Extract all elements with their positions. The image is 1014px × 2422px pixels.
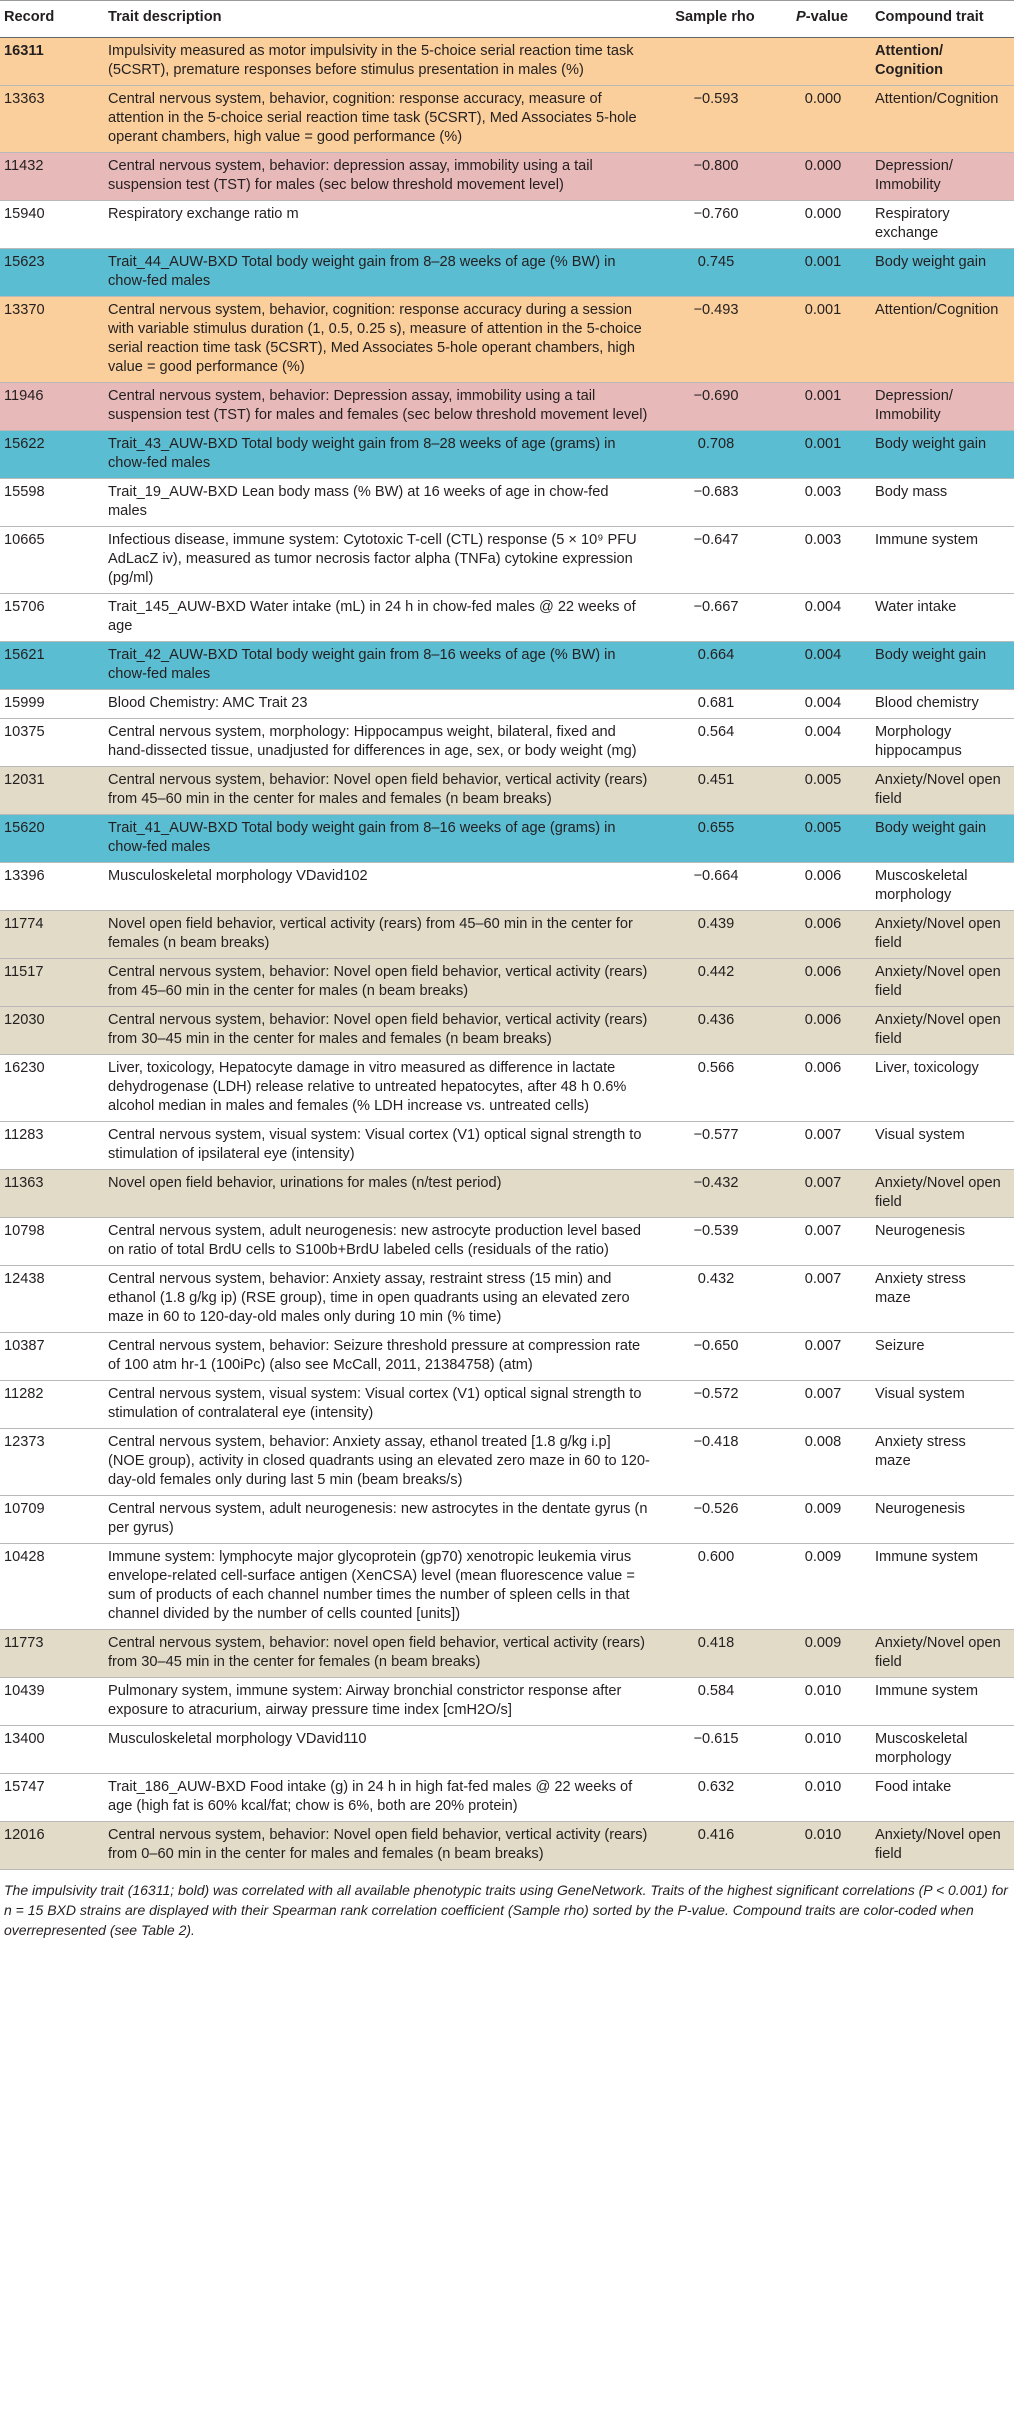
trait-cell: Central nervous system, behavior: Anxiety assay, ethanol treated [1.8 g/kg i.p] (NOE group), activity in closed quadrants using an elevated zero maze in 60 to 120-day-old females only during last 5 min (beam breaks/s) [104,1429,657,1496]
record-cell: 13396 [0,863,104,911]
trait-cell: Trait_43_AUW-BXD Total body weight gain from 8–28 weeks of age (grams) in chow-fed males [104,431,657,479]
trait-cell: Impulsivity measured as motor impulsivity in the 5-choice serial reaction time task (5CSRT), premature responses before stimulus presentation in males (%) [104,38,657,86]
rho-cell: −0.593 [657,86,775,153]
p-value-cell: 0.006 [775,959,871,1007]
table-row [0,1496,1014,1544]
table-row [0,1678,1014,1726]
table-row [0,431,1014,479]
rho-cell: 0.681 [657,690,775,719]
p-value-cell: 0.010 [775,1822,871,1870]
p-value-cell: 0.010 [775,1678,871,1726]
p-value-cell: 0.007 [775,1381,871,1429]
compound-trait-cell: Immune system [871,1544,1014,1630]
p-value-cell: 0.004 [775,642,871,690]
table-row [0,959,1014,1007]
trait-cell: Trait_186_AUW-BXD Food intake (g) in 24 h in high fat-fed males @ 22 weeks of age (high fat is 60% kcal/fat; chow is 6%, both are 20% protein) [104,1774,657,1822]
header-rho: Sample rho [657,1,775,38]
p-value-cell: 0.003 [775,479,871,527]
table-header-row [0,1,1014,38]
table-row [0,297,1014,383]
record-cell: 10439 [0,1678,104,1726]
table-row [0,1726,1014,1774]
rho-cell: 0.584 [657,1678,775,1726]
rho-cell: 0.632 [657,1774,775,1822]
rho-cell: 0.432 [657,1266,775,1333]
trait-cell: Central nervous system, behavior: Novel open field behavior, vertical activity (rears) from 30–45 min in the center for males and females (n beam breaks) [104,1007,657,1055]
table-row [0,1333,1014,1381]
header-p-italic: P [796,9,806,25]
rho-cell: 0.566 [657,1055,775,1122]
rho-cell: −0.690 [657,383,775,431]
trait-cell: Central nervous system, behavior: Seizure threshold pressure at compression rate of 100 atm hr-1 (100iPc) (also see McCall, 2011, 21384758) (atm) [104,1333,657,1381]
compound-trait-cell: Morphology hippocampus [871,719,1014,767]
rho-cell: −0.664 [657,863,775,911]
compound-trait-cell: Immune system [871,527,1014,594]
rho-cell: 0.451 [657,767,775,815]
compound-trait-cell: Anxiety stress maze [871,1266,1014,1333]
trait-cell: Trait_42_AUW-BXD Total body weight gain from 8–16 weeks of age (% BW) in chow-fed males [104,642,657,690]
p-value-cell: 0.007 [775,1266,871,1333]
record-cell: 16311 [0,38,104,86]
compound-trait-cell: Anxiety stress maze [871,1429,1014,1496]
trait-cell: Blood Chemistry: AMC Trait 23 [104,690,657,719]
trait-cell: Central nervous system, visual system: Visual cortex (V1) optical signal strength to stimulation of contralateral eye (intensity) [104,1381,657,1429]
record-cell: 11363 [0,1170,104,1218]
record-cell: 15706 [0,594,104,642]
table-body [0,38,1014,1870]
trait-cell: Central nervous system, adult neurogenesis: new astrocyte production level based on ratio of total BrdU cells to S100b+BrdU labeled cells (residuals of the ratio) [104,1218,657,1266]
table-row [0,719,1014,767]
record-cell: 10665 [0,527,104,594]
record-cell: 10375 [0,719,104,767]
p-value-cell: 0.007 [775,1333,871,1381]
trait-cell: Central nervous system, behavior: Anxiety assay, restraint stress (15 min) and ethanol (1.8 g/kg ip) (RSE group), time in open quadrants using an elevated zero maze in 60 to 120-day-old males only during 10 min (% time) [104,1266,657,1333]
p-value-cell: 0.000 [775,201,871,249]
record-cell: 15598 [0,479,104,527]
rho-cell: 0.600 [657,1544,775,1630]
table-row [0,911,1014,959]
p-value-cell: 0.007 [775,1170,871,1218]
table-row [0,1381,1014,1429]
trait-cell: Trait_145_AUW-BXD Water intake (mL) in 24 h in chow-fed males @ 22 weeks of age [104,594,657,642]
table-row [0,1218,1014,1266]
record-cell: 12030 [0,1007,104,1055]
rho-cell: −0.683 [657,479,775,527]
record-cell: 10387 [0,1333,104,1381]
rho-cell: 0.418 [657,1630,775,1678]
compound-trait-cell: Anxiety/Novel open field [871,959,1014,1007]
rho-cell: 0.442 [657,959,775,1007]
record-cell: 13400 [0,1726,104,1774]
rho-cell: −0.526 [657,1496,775,1544]
trait-cell: Trait_19_AUW-BXD Lean body mass (% BW) at 16 weeks of age in chow-fed males [104,479,657,527]
p-value-cell: 0.001 [775,249,871,297]
record-cell: 15620 [0,815,104,863]
table-row [0,86,1014,153]
p-value-cell: 0.007 [775,1122,871,1170]
record-cell: 11283 [0,1122,104,1170]
table-row [0,153,1014,201]
p-value-cell: 0.006 [775,863,871,911]
record-cell: 11773 [0,1630,104,1678]
rho-cell: −0.577 [657,1122,775,1170]
p-value-cell: 0.009 [775,1544,871,1630]
compound-trait-cell: Body weight gain [871,815,1014,863]
p-value-cell: 0.000 [775,153,871,201]
record-cell: 11946 [0,383,104,431]
trait-cell: Central nervous system, behavior: Novel open field behavior, vertical activity (rears) from 45–60 min in the center for males (n beam breaks) [104,959,657,1007]
rho-cell: 0.655 [657,815,775,863]
trait-cell: Central nervous system, morphology: Hippocampus weight, bilateral, fixed and hand-dissected tissue, unadjusted for differences in age, sex, or body weight (mg) [104,719,657,767]
record-cell: 10709 [0,1496,104,1544]
compound-trait-cell: Muscoskeletal morphology [871,1726,1014,1774]
trait-cell: Central nervous system, visual system: Visual cortex (V1) optical signal strength to stimulation of ipsilateral eye (intensity) [104,1122,657,1170]
compound-trait-cell: Depression/ Immobility [871,153,1014,201]
table-row [0,1170,1014,1218]
p-value-cell: 0.006 [775,911,871,959]
p-value-cell: 0.007 [775,1218,871,1266]
rho-cell: −0.432 [657,1170,775,1218]
compound-trait-cell: Attention/Cognition [871,86,1014,153]
trait-cell: Central nervous system, behavior, cognition: response accuracy during a session with variable stimulus duration (1, 0.5, 0.25 s), measure of attention in the 5-choice serial reaction time task (5CSRT), Med Associates 5-hole operant chambers, high value = good performance (%) [104,297,657,383]
table-footnote: The impulsivity trait (16311; bold) was correlated with all available phenotypic traits using GeneNetwork. Traits of the highest significant correlations (P < 0.001) for n = 15 BXD strains are displayed with their Spearman rank correlation coefficient (Sample rho) sorted by the P-value. Compound traits are color-coded when overrepresented (see Table 2). [4,1882,1008,1938]
record-cell: 10798 [0,1218,104,1266]
compound-trait-cell: Liver, toxicology [871,1055,1014,1122]
p-value-cell: 0.010 [775,1774,871,1822]
compound-trait-cell: Neurogenesis [871,1218,1014,1266]
compound-trait-cell: Immune system [871,1678,1014,1726]
table-row [0,767,1014,815]
rho-cell: 0.745 [657,249,775,297]
record-cell: 12031 [0,767,104,815]
compound-trait-cell: Anxiety/Novel open field [871,1822,1014,1870]
table-row [0,479,1014,527]
table-row [0,201,1014,249]
trait-cell: Trait_41_AUW-BXD Total body weight gain from 8–16 weeks of age (grams) in chow-fed males [104,815,657,863]
rho-cell: 0.439 [657,911,775,959]
p-value-cell: 0.006 [775,1007,871,1055]
record-cell: 11282 [0,1381,104,1429]
rho-cell: −0.647 [657,527,775,594]
record-cell: 12373 [0,1429,104,1496]
p-value-cell: 0.005 [775,815,871,863]
compound-trait-cell: Water intake [871,594,1014,642]
table-row [0,1822,1014,1870]
table-row [0,1055,1014,1122]
table-row [0,1630,1014,1678]
p-value-cell: 0.001 [775,297,871,383]
table-row [0,1774,1014,1822]
p-value-cell: 0.009 [775,1630,871,1678]
record-cell: 11774 [0,911,104,959]
p-value-cell: 0.005 [775,767,871,815]
table-row [0,1429,1014,1496]
table-row [0,1122,1014,1170]
rho-cell [657,38,775,86]
record-cell: 15622 [0,431,104,479]
compound-trait-cell: Visual system [871,1122,1014,1170]
compound-trait-cell: Neurogenesis [871,1496,1014,1544]
compound-trait-cell: Anxiety/Novel open field [871,911,1014,959]
compound-trait-cell: Anxiety/Novel open field [871,767,1014,815]
p-value-cell: 0.008 [775,1429,871,1496]
rho-cell: −0.418 [657,1429,775,1496]
compound-trait-cell: Visual system [871,1381,1014,1429]
record-cell: 15623 [0,249,104,297]
header-compound: Compound trait [871,1,1014,38]
compound-trait-cell: Seizure [871,1333,1014,1381]
record-cell: 13370 [0,297,104,383]
rho-cell: −0.667 [657,594,775,642]
p-value-cell [775,38,871,86]
record-cell: 15999 [0,690,104,719]
table-row [0,1007,1014,1055]
table-row [0,527,1014,594]
trait-cell: Immune system: lymphocyte major glycoprotein (gp70) xenotropic leukemia virus envelope-related cell-surface antigen (XenCSA) level (mean fluorescence value = sum of products of each channel number times the number of spleen cells in that channel divided by the number of cells counted [units]) [104,1544,657,1630]
record-cell: 10428 [0,1544,104,1630]
table-row [0,249,1014,297]
record-cell: 12438 [0,1266,104,1333]
record-cell: 15621 [0,642,104,690]
trait-cell: Musculoskeletal morphology VDavid110 [104,1726,657,1774]
header-p-suffix: -value [805,9,848,25]
trait-cell: Novel open field behavior, urinations for males (n/test period) [104,1170,657,1218]
trait-cell: Central nervous system, adult neurogenesis: new astrocytes in the dentate gyrus (n per gyrus) [104,1496,657,1544]
rho-cell: −0.800 [657,153,775,201]
trait-cell: Central nervous system, behavior: Novel open field behavior, vertical activity (rears) from 45–60 min in the center for males and females (n beam breaks) [104,767,657,815]
compound-trait-cell: Body weight gain [871,642,1014,690]
table-row [0,383,1014,431]
p-value-cell: 0.010 [775,1726,871,1774]
trait-cell: Trait_44_AUW-BXD Total body weight gain from 8–28 weeks of age (% BW) in chow-fed males [104,249,657,297]
trait-cell: Central nervous system, behavior: depression assay, immobility using a tail suspension test (TST) for males (sec below threshold movement level) [104,153,657,201]
p-value-cell: 0.006 [775,1055,871,1122]
record-cell: 15747 [0,1774,104,1822]
rho-cell: 0.708 [657,431,775,479]
p-value-cell: 0.001 [775,431,871,479]
rho-cell: 0.664 [657,642,775,690]
record-cell: 12016 [0,1822,104,1870]
p-value-cell: 0.001 [775,383,871,431]
trait-cell: Central nervous system, behavior: Novel open field behavior, vertical activity (rears) from 0–60 min in the center for males and females (n beam breaks) [104,1822,657,1870]
table-row [0,1266,1014,1333]
rho-cell: −0.539 [657,1218,775,1266]
p-value-cell: 0.004 [775,690,871,719]
rho-cell: 0.436 [657,1007,775,1055]
compound-trait-cell: Attention/ Cognition [871,38,1014,86]
rho-cell: 0.564 [657,719,775,767]
table-row [0,642,1014,690]
table-row [0,594,1014,642]
trait-cell: Central nervous system, behavior: novel open field behavior, vertical activity (rears) from 30–45 min in the center for females (n beam breaks) [104,1630,657,1678]
compound-trait-cell: Depression/ Immobility [871,383,1014,431]
p-value-cell: 0.000 [775,86,871,153]
trait-cell: Infectious disease, immune system: Cytotoxic T-cell (CTL) response (5 × 10⁹ PFU AdLacZ iv), measured as tumor necrosis factor alpha (TNFa) cytokine expression (pg/ml) [104,527,657,594]
trait-cell: Novel open field behavior, vertical activity (rears) from 45–60 min in the center for females (n beam breaks) [104,911,657,959]
record-cell: 16230 [0,1055,104,1122]
record-cell: 15940 [0,201,104,249]
compound-trait-cell: Anxiety/Novel open field [871,1007,1014,1055]
p-value-cell: 0.004 [775,719,871,767]
compound-trait-cell: Attention/Cognition [871,297,1014,383]
rho-cell: −0.760 [657,201,775,249]
rho-cell: −0.493 [657,297,775,383]
trait-cell: Central nervous system, behavior, cognition: response accuracy, measure of attention in the 5-choice serial reaction time task (5CSRT), Med Associates 5-hole operant chambers, high value = good performance (%) [104,86,657,153]
compound-trait-cell: Food intake [871,1774,1014,1822]
compound-trait-cell: Blood chemistry [871,690,1014,719]
trait-cell: Liver, toxicology, Hepatocyte damage in vitro measured as difference in lactate dehydrogenase (LDH) release relative to untreated hepatocytes, after 48 h 0.6% alcohol median in males and females (% LDH increase vs. untreated cells) [104,1055,657,1122]
compound-trait-cell: Body weight gain [871,431,1014,479]
trait-cell: Musculoskeletal morphology VDavid102 [104,863,657,911]
table-row [0,1544,1014,1630]
table-row [0,863,1014,911]
compound-trait-cell: Muscoskeletal morphology [871,863,1014,911]
header-record: Record [0,1,104,38]
trait-cell: Respiratory exchange ratio m [104,201,657,249]
compound-trait-cell: Anxiety/Novel open field [871,1170,1014,1218]
compound-trait-cell: Body weight gain [871,249,1014,297]
p-value-cell: 0.003 [775,527,871,594]
compound-trait-cell: Body mass [871,479,1014,527]
trait-cell: Central nervous system, behavior: Depression assay, immobility using a tail suspension test (TST) for males and females (sec below threshold movement level) [104,383,657,431]
rho-cell: −0.615 [657,1726,775,1774]
p-value-cell: 0.009 [775,1496,871,1544]
table-row [0,38,1014,86]
header-trait: Trait description [104,1,657,38]
p-value-cell: 0.004 [775,594,871,642]
rho-cell: −0.572 [657,1381,775,1429]
compound-trait-cell: Anxiety/Novel open field [871,1630,1014,1678]
rho-cell: 0.416 [657,1822,775,1870]
trait-cell: Pulmonary system, immune system: Airway bronchial constrictor response after exposure to atracurium, airway pressure time index [cmH2O/s] [104,1678,657,1726]
rho-cell: −0.650 [657,1333,775,1381]
record-cell: 11432 [0,153,104,201]
header-p [775,1,871,38]
record-cell: 11517 [0,959,104,1007]
table-row [0,815,1014,863]
compound-trait-cell: Respiratory exchange [871,201,1014,249]
record-cell: 13363 [0,86,104,153]
table-row [0,690,1014,719]
